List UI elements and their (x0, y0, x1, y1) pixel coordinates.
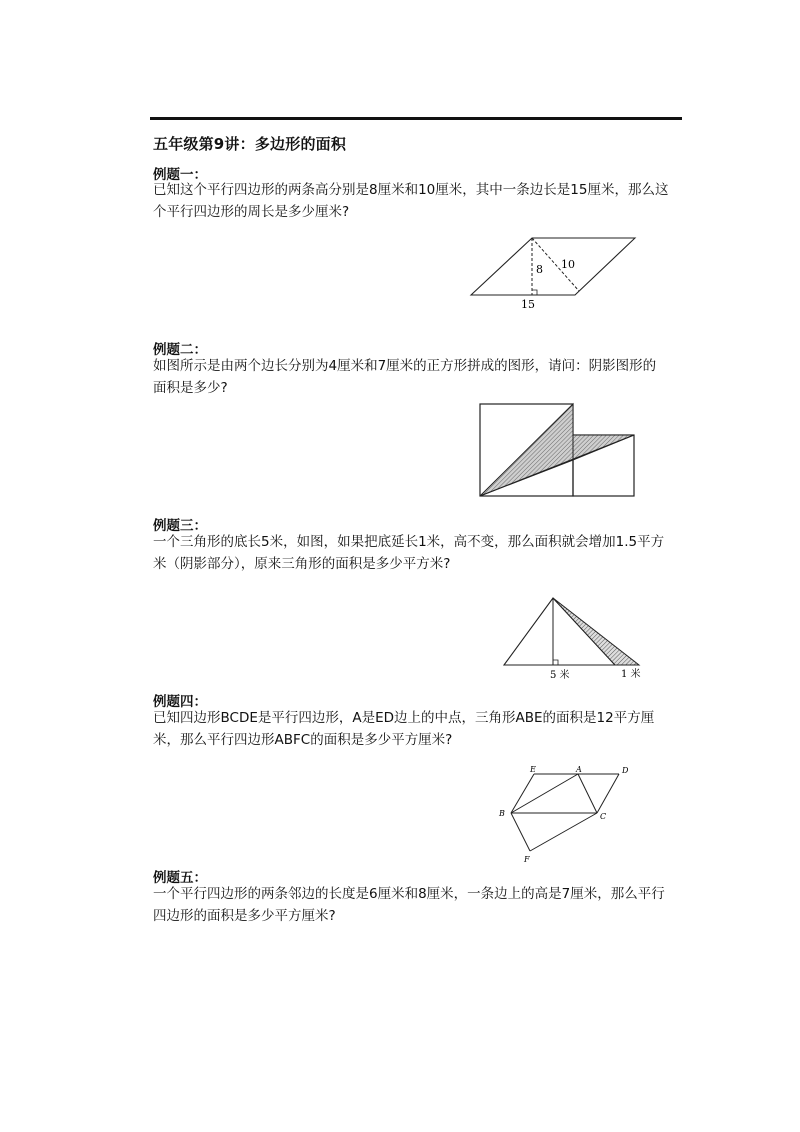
example-3-text (153, 531, 688, 575)
example-1-label: 例题一： (153, 167, 207, 183)
shaded-region-left (480, 404, 573, 496)
example-1-line-2: 个平行四边形的周长是多少厘米? (153, 204, 350, 220)
example-2-text (153, 355, 688, 399)
example-4-text (153, 707, 688, 751)
example-1-line-1: 已知这个平行四边形的两条高分别是8厘米和10厘米，其中一条边长是15厘米，那么这 (153, 182, 669, 198)
example-5-line-2: 四边形的面积是多少平方厘米? (153, 908, 336, 924)
original-triangle (504, 598, 615, 665)
right-angle-mark (553, 660, 558, 665)
example-2-line-2: 面积是多少? (153, 380, 228, 396)
example-5-text (153, 883, 688, 927)
example-4-line-2: 米，那么平行四边形ABFC的面积是多少平方厘米? (153, 732, 453, 748)
label-F: F (524, 855, 530, 864)
example-2-label: 例题二： (153, 342, 207, 358)
example-5-line-1: 一个平行四边形的两条邻边的长度是6厘米和8厘米，一条边上的高是7厘米，那么平行 (153, 886, 665, 902)
top-rule (150, 117, 682, 120)
segment-BA (511, 774, 578, 813)
height-8-label: 8 (536, 263, 543, 276)
segment-BF (511, 813, 530, 851)
triangle-figure (500, 595, 650, 685)
example-4-line-1: 已知四边形BCDE是平行四边形，A是ED边上的中点，三角形ABE的面积是12平方厘 (153, 710, 655, 726)
example-3-line-1: 一个三角形的底长5米，如图，如果把底延长1米，高不变，那么面积就会增加1.5平方 (153, 534, 665, 550)
example-2-line-1: 如图所示是由两个边长分别为4厘米和7厘米的正方形拼成的图形，请问：阴影图形的 (153, 358, 657, 374)
label-B: B (499, 809, 505, 818)
edge-CD (597, 774, 619, 813)
parallelogram-shape (471, 238, 635, 295)
example-3-line-2: 米（阴影部分），原来三角形的面积是多少平方米? (153, 556, 451, 572)
example-4-label: 例题四： (153, 694, 207, 710)
edge-EB (511, 774, 534, 813)
parallelogram-bcde-figure (494, 763, 644, 869)
label-D: D (622, 766, 629, 775)
label-C: C (600, 812, 607, 821)
base-15-label: 15 (521, 298, 535, 311)
parallelogram-figure (465, 232, 645, 312)
label-A: A (576, 765, 582, 774)
base-5m-label: 5 米 (550, 670, 570, 681)
example-5-label: 例题五： (153, 870, 207, 886)
example-1-text (153, 179, 688, 223)
added-shaded-triangle (553, 598, 639, 665)
segment-FC (530, 813, 597, 851)
label-E: E (530, 765, 536, 774)
segment-AC (578, 774, 597, 813)
right-angle-mark (532, 290, 537, 295)
two-squares-figure (478, 402, 638, 498)
page-title: 五年级第9讲：多边形的面积 (153, 135, 347, 153)
height-10-label: 10 (561, 258, 575, 271)
extension-1m-label: 1 米 (621, 669, 641, 680)
example-3-label: 例题三： (153, 518, 207, 534)
